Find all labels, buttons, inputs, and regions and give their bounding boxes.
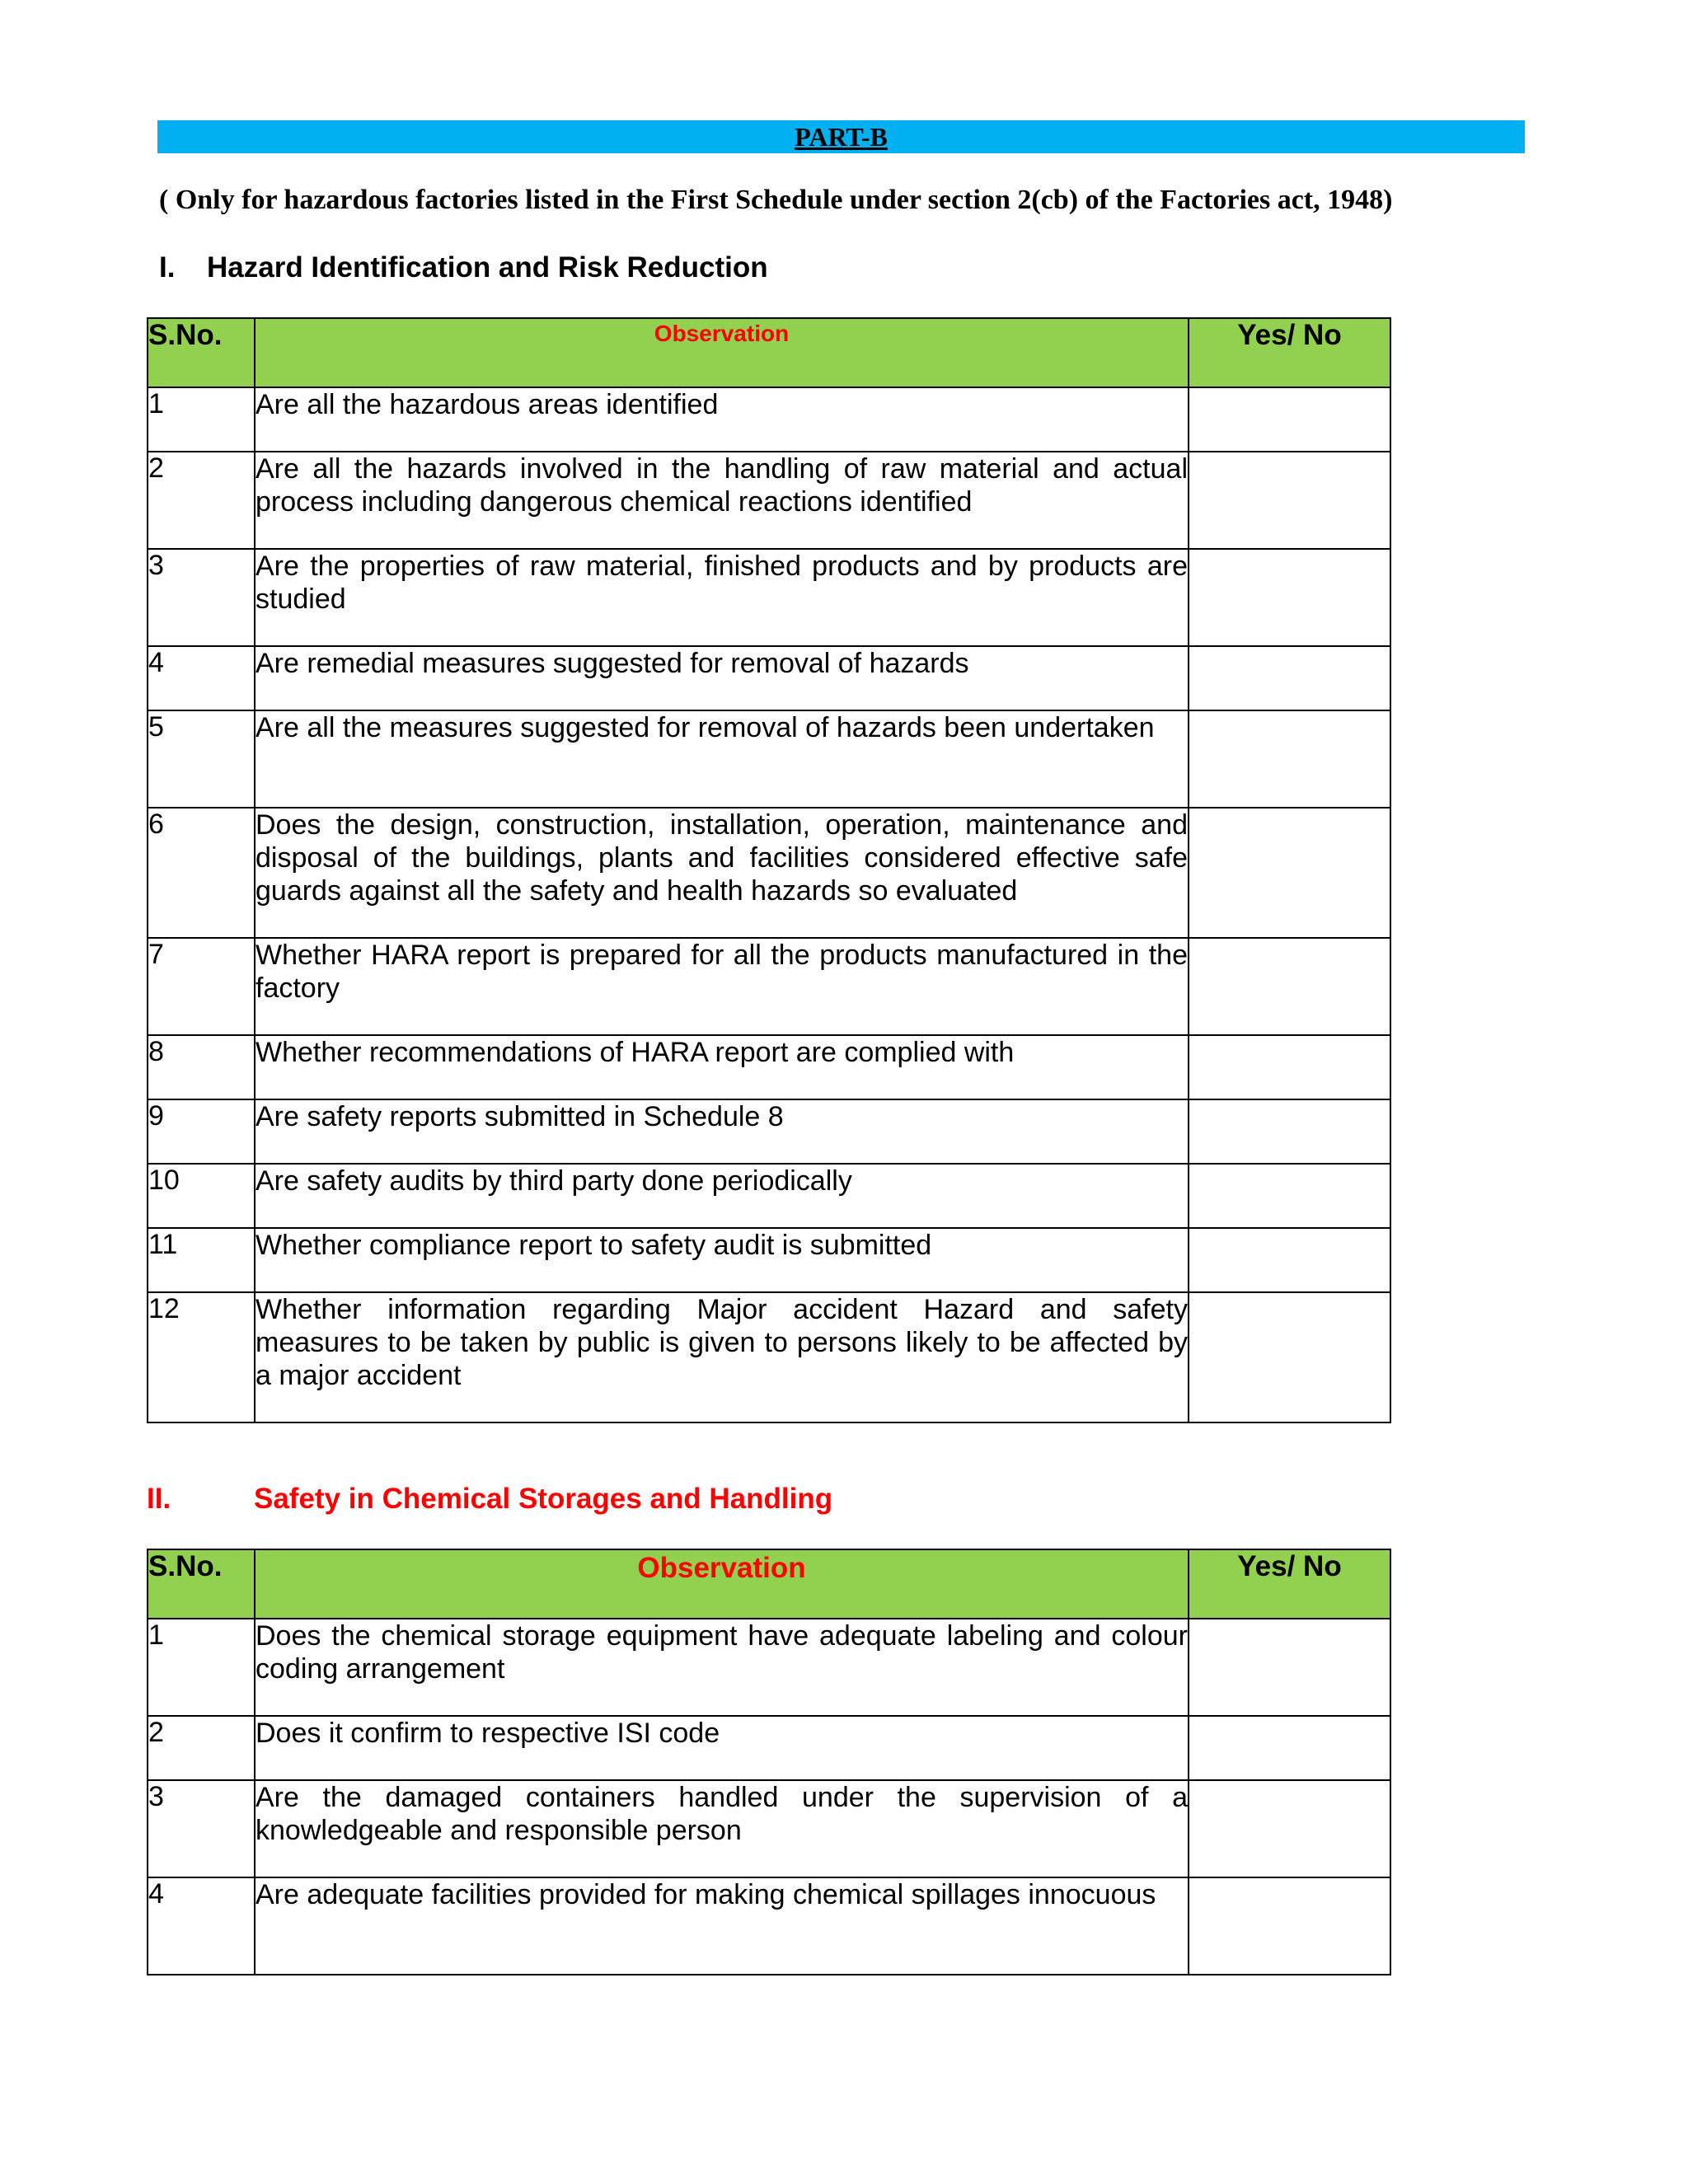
row-sno: 2 <box>148 452 255 549</box>
row-observation: Does the chemical storage equipment have adequate labeling and colour coding arrangement <box>255 1619 1189 1716</box>
row-sno: 12 <box>148 1292 255 1422</box>
row-observation: Whether HARA report is prepared for all the products manufactured in the factory <box>255 938 1189 1035</box>
row-sno: 3 <box>148 1780 255 1877</box>
table-row <box>148 710 1390 808</box>
row-observation: Are all the hazards involved in the handling of raw material and actual process including dangerous chemical reactions identified <box>255 452 1189 549</box>
row-sno: 1 <box>148 387 255 452</box>
row-observation: Are the properties of raw material, finished products and by products are studied <box>255 549 1189 646</box>
yes-no-cell[interactable] <box>1189 387 1390 452</box>
sno-header: S.No. <box>148 318 255 387</box>
table-row <box>148 1099 1390 1164</box>
row-observation: Does the design, construction, installation, operation, maintenance and disposal of the buildings, plants and facilities considered effective safe guards against all the safety and health hazards so evaluated <box>255 808 1189 938</box>
table-row <box>148 1228 1390 1292</box>
yes-no-cell[interactable] <box>1189 1619 1390 1716</box>
yes-no-cell[interactable] <box>1189 1716 1390 1780</box>
yes-no-cell[interactable] <box>1189 710 1390 808</box>
row-sno: 1 <box>148 1619 255 1716</box>
table-row <box>148 646 1390 710</box>
table-row <box>148 1619 1390 1716</box>
table-row <box>148 938 1390 1035</box>
yes-no-cell[interactable] <box>1189 1292 1390 1422</box>
row-sno: 3 <box>148 549 255 646</box>
section-2-title: Safety in Chemical Storages and Handling <box>254 1483 833 1515</box>
row-sno: 5 <box>148 710 255 808</box>
row-sno: 11 <box>148 1228 255 1292</box>
row-observation: Does it confirm to respective ISI code <box>255 1716 1189 1780</box>
row-observation: Are the damaged containers handled under the supervision of a knowledgeable and responsible person <box>255 1780 1189 1877</box>
row-sno: 6 <box>148 808 255 938</box>
section-2-number: II. <box>147 1483 171 1515</box>
row-observation: Are all the measures suggested for removal of hazards been undertaken <box>255 710 1189 808</box>
part-b-banner <box>157 120 1525 153</box>
yes-no-cell[interactable] <box>1189 549 1390 646</box>
observation-header: Observation <box>255 1549 1189 1619</box>
row-sno: 4 <box>148 1877 255 1975</box>
sno-header: S.No. <box>148 1549 255 1619</box>
section-1-number: I. <box>159 251 176 284</box>
yes-no-cell[interactable] <box>1189 1877 1390 1975</box>
part-b-title: PART-B <box>795 122 888 152</box>
table-row <box>148 549 1390 646</box>
table-row <box>148 1164 1390 1228</box>
applicability-note: ( Only for hazardous factories listed in the First Schedule under section 2(cb) of the Factories act, 1948) <box>159 185 1393 215</box>
row-observation: Are safety audits by third party done periodically <box>255 1164 1189 1228</box>
row-sno: 7 <box>148 938 255 1035</box>
row-observation: Are adequate facilities provided for making chemical spillages innocuous <box>255 1877 1189 1975</box>
table-row <box>148 1716 1390 1780</box>
table-header-row <box>148 1549 1390 1619</box>
table-row <box>148 452 1390 549</box>
table-row <box>148 1780 1390 1877</box>
row-observation: Whether information regarding Major accident Hazard and safety measures to be taken by public is given to persons likely to be affected by a major accident <box>255 1292 1189 1422</box>
section-1-title: Hazard Identification and Risk Reduction <box>207 251 768 284</box>
row-sno: 8 <box>148 1035 255 1099</box>
table-row <box>148 1877 1390 1975</box>
yes-no-cell[interactable] <box>1189 452 1390 549</box>
row-observation: Are safety reports submitted in Schedule 8 <box>255 1099 1189 1164</box>
row-sno: 4 <box>148 646 255 710</box>
row-observation: Are all the hazardous areas identified <box>255 387 1189 452</box>
row-sno: 2 <box>148 1716 255 1780</box>
row-sno: 9 <box>148 1099 255 1164</box>
yes-no-cell[interactable] <box>1189 1164 1390 1228</box>
row-sno: 10 <box>148 1164 255 1228</box>
yes-no-header: Yes/ No <box>1189 318 1390 387</box>
yes-no-header: Yes/ No <box>1189 1549 1390 1619</box>
yes-no-cell[interactable] <box>1189 1228 1390 1292</box>
yes-no-cell[interactable] <box>1189 938 1390 1035</box>
row-observation: Whether compliance report to safety audit is submitted <box>255 1228 1189 1292</box>
yes-no-cell[interactable] <box>1189 646 1390 710</box>
yes-no-cell[interactable] <box>1189 1780 1390 1877</box>
table-row <box>148 1292 1390 1422</box>
table-row <box>148 808 1390 938</box>
yes-no-cell[interactable] <box>1189 808 1390 938</box>
yes-no-cell[interactable] <box>1189 1035 1390 1099</box>
row-observation: Whether recommendations of HARA report are complied with <box>255 1035 1189 1099</box>
yes-no-cell[interactable] <box>1189 1099 1390 1164</box>
table-row <box>148 387 1390 452</box>
observation-header: Observation <box>255 318 1189 387</box>
hazard-identification-table <box>147 317 1391 1423</box>
chemical-storage-table <box>147 1549 1391 1975</box>
table-header-row <box>148 318 1390 387</box>
row-observation: Are remedial measures suggested for removal of hazards <box>255 646 1189 710</box>
table-row <box>148 1035 1390 1099</box>
